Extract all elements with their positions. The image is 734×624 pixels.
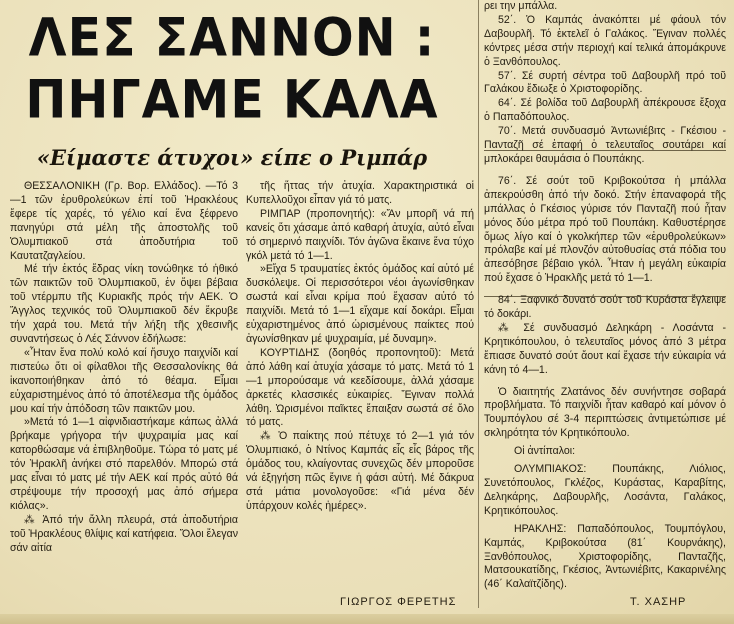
paragraph: ΡΙΜΠΑΡ (προπονητής): «Ἄν μπορῆ νά πή κανείς ὅτι χάσαμε ἀπό καθαρή ἀτυχία, αὐτό εἶναι τό σημερινό παιχνίδι. Τόν ἀγῶνα ἔκαινε ἕνα τύχο γκόλ μετά τό 1—1. <box>246 207 474 262</box>
paragraph: «Ἦταν ἕνα πολύ κολό καί ἥσυχο παιχνίδι καί πιστεύω ὅτι οἱ φίλαθλοι τῆς Θεσσαλονίκης θά ἱκανοποιήθηκαν ἀπό τό θέαμα. Εἶμαι εὐχαριστημένος ἀπό τό ἀποτέλεσμα τῆς ὁμάδος μου καί τήν ἀπόδοση τῶν παικτῶν μου. <box>10 346 238 415</box>
lineup-heading: Οἱ ἀντίπαλοι: <box>514 445 576 458</box>
paragraph: ⁂ Ἀπό τήν ἄλλη πλευρά, στά ἀποδυτήρια τοῦ Ἡρακλέους θλίψις καί κατήφεια. Ὅλοι ἔλεγαν σάν αἰτία <box>10 513 238 554</box>
lineup-olympiakos <box>484 463 726 519</box>
subheadline: «Είμαστε άτυχοι» είπε ο Ριμπάρ <box>36 145 428 170</box>
team-players: Παπαδόπουλος, Τουμπόγλου, Καμπάς, Κριβοκούτσα (81΄ Κουρνάκης), Ξανθόπουλος, Χριστοφορίδης, Πανταζῆς, Ματσουκατίδης, Γκέσιος, Ἀντωνιέβιτς, Κακαρινέλης (46΄ Καλαϊτζίδης). <box>484 522 726 591</box>
paragraph: τῆς ἥττας τήν ἀτυχία. Χαρακτηριστικά οἱ Κυπελλοῦχοι εἶπαν γιά τό ματς. <box>246 180 474 206</box>
paragraph: Μέ τήν ἐκτός ἕδρας νίκη τονώθηκε τό ἠθικό τῶν παικτῶν τοῦ Ὀλυμπιακοῦ, ἐν ὄψει βέβαια τοῦ ντέρμπυ τῆς Κυριακῆς πρός τήν ΑΕΚ. Ὁ Ἄγγλος τεχνικός τοῦ Ὀλυμπιακοῦ δέν ἔκρυβε τήν χαρά του. Μετά τήν λήξη τῆς χθεσινῆς συναντήσεως ὁ Λές Σάννον ἐδήλωσε: <box>10 263 238 345</box>
paragraph: ⁂ Ὁ παίκτης πού πέτυχε τό 2—1 γιά τόν Ὀλυμπιακό, ὁ Ντίνος Καμπάς εἶς εἶς βάρος τῆς ὁμάδος του, κλαίγοντας συνεχῶς δέν μποροῦσε νά ἐξηγήση πῶς ἔγινε ἡ φάσι αὐτή. Μέ δάκρυα στά μάτια μονολογοῦσε: «Γιά μένα δέν ὑπάρχουν κολές ἡμέρες». <box>246 430 474 512</box>
author-signature-right: Τ. ΧΑΣΗΡ <box>630 596 687 608</box>
team-players: Πουπάκης, Λιόλιος, Συνετόπουλος, Γκλέζος, Κυράστας, Καραβίτης, Δεληκάρης, Δαβουρλῆς, Λοσάντα, Γαλάκος, Κρητικόπουλος. <box>484 463 726 517</box>
headline-line-1: ΛΕΣ ΣΑΝΝΟΝ : <box>28 6 436 69</box>
team-label: ΗΡΑΚΛΗΣ: <box>514 522 567 535</box>
match-event: 70΄. Μετά συνδυασμό Ἀντωνιέβιτς - Γκέσιου - Πανταζῆ σέ ἐπαφή ὁ τελευταῖος σουτάρει καί μπλοκάρει θαυμάσια ὁ Πουπάκης. <box>484 125 726 165</box>
paragraph: »Εἴχα 5 τραυματίες ἐκτός ὁμάδος καί αὐτό μέ δυσκόλεψε. Οἱ περισσότεροι νέοι ἀγωνίσθηκαν σωστά καί εἶναι κρίμα πού ἔχασαν αὐτό τό παιχνίδι. Μετά τό 1—1 εἴχαμε καί δοκάρι. Εἶμαι εὐχαριστημένος ἀπό ὡρισμένους παίκτες πού ἀγωνίσθηκαν μέ ψυχραιμία, μέ δυναμη». <box>246 263 474 345</box>
author-signature: ΓΙΩΡΓΟΣ ΦΕΡΕΤΗΣ <box>340 596 457 608</box>
match-event: 64΄. Σέ βολίδα τοῦ Δαβουρλῆ ἀπέκρουσε ἔξοχα ὁ Παπαδόπουλος. <box>484 97 726 124</box>
article-column-2 <box>246 180 474 600</box>
paragraph: »Μετά τό 1—1 αἰφνιδιαστήκαμε κάπως ἀλλά βρήκαμε γρήγορα τήν ψυχραιμία μας καί κατορθώσαμε νά ἐπιβληθοῦμε. Τώρα τό ματς μέ τόν Ἡρακλῆ ἀνήκει στό παρελθόν. Μπορώ στά μας εἶναι τό ματς μέ τήν ΑΕΚ καί πρός αὐτό θά στρέψουμε τήν προσοχή μας ἀπό σήμερα κιόλας». <box>10 416 238 512</box>
match-event: 57΄. Σέ συρτή σέντρα τοῦ Δαβουρλῆ πρό τοῦ Γαλάκου ἔδιωξε ὁ Χριστοφορίδης. <box>484 69 726 96</box>
match-event: ⁂ Σέ συνδυασμό Δεληκάρη - Λοσάντα - Κρητικόπουλου, ὁ τελευταῖος μόνος ἀπό 3 μέτρα ἔπιασε δυνατό σούτ ἄουτ καί ἔχασε τήν εὐκαιρία νά κάνη τό 4—1. <box>484 321 726 376</box>
paragraph: ΚΟΥΡΤΙΔΗΣ (δοηθός προπονητοῦ): Μετά ἀπό λάθη καί ἀτυχία χάσαμε τό ματς. Μετά τό 1—1 μπορούσαμε νά κεεδίσουμε, ἀλλά χάσαμε ἀρκετές κλασσικές εὐκαιρίες. Ἔγιναν πολλά λάθη. Ὡρισμένοι παῖκτες ἔπαιξαν σωστά σέ ὅλο τό ματς. <box>246 346 474 429</box>
article-column-3 <box>484 0 726 610</box>
column-divider <box>478 0 479 608</box>
lineup-iraklis <box>484 523 726 593</box>
headline-line-2: ΠΗΓΑΜΕ ΚΑΛΑ <box>25 68 439 131</box>
match-event: 84΄. Ξαφνικό δυνατό σούτ τοῦ Κυράστα ἔγλειψε τό δοκάρι. <box>484 294 726 321</box>
article-column-1 <box>10 180 238 588</box>
referee-paragraph: Ὁ διαιτητής Ζλατάνος δέν συνήντησε σοβαρά προβλήματα. Τό παιχνίδι ἦταν καθαρό καί μόνον ὁ Τουμπόγλου σέ 3-4 περιπτώσεις ἀντιμετώπισε μέ σκληρότητα τόν Κρητικόπουλο. <box>484 385 726 440</box>
paragraph: ΘΕΣΣΑΛΟΝΙΚΗ (Γρ. Βορ. Ελλάδος). —Τό 3—1 τῶν ἐρυθρολεύκων ἐπί τοῦ Ἡρακλέους ἔφερε τίς χαρές, τό γέλιο καί ἕνα ξέφρενο πανηγύρι στά μέλη τῆς ἀποστολῆς τοῦ Ὀλυμπιακοῦ στά ἀποδυτήρια τοῦ Καυτατζαγλείου. <box>10 180 238 262</box>
paper-edge <box>0 614 734 624</box>
match-event: 76΄. Σέ σούτ τοῦ Κριβοκούτσα ἡ μπάλλα ἀπεκρούσθη ἀπό τήν δοκό. Στήν ἐπαναφορά τῆς μπάλλας ὁ Γκέσιος γύρισε τόν Πανταζῆ πού ἦταν μόνος δύο μέτρα πρό τοῦ Πουπάκη. Καθυστέρησε ὅμως λίγο καί ὁ γκολκήπερ τῶν «ἐρυθρολεύκων» πρόλαβε καί μέ πλονζόν αὐτοθυσίας στά πόδια του ἀπεσόβησε βέβαιο γκόλ. Ἦταν ἡ μεγάλη εὐκαιρία πού ἔχασε ὁ Ἡρακλῆς μετά τό 1—1. <box>484 174 726 285</box>
paragraph: ρει την μπάλλα. <box>484 0 558 12</box>
team-label: ΟΛΥΜΠΙΑΚΟΣ: <box>514 463 587 476</box>
match-event: 52΄. Ὁ Καμπάς ἀνακόπτει μέ φάουλ τόν Δαβουρλῆ. Τό ἐκτελεῖ ὁ Γαλάκος. Ἔγιναν πολλές κόντρες μέσα στήν περιοχή καί τελικά ἀπομάκρυνε ὁ Ξανθόπουλος. <box>484 13 726 68</box>
